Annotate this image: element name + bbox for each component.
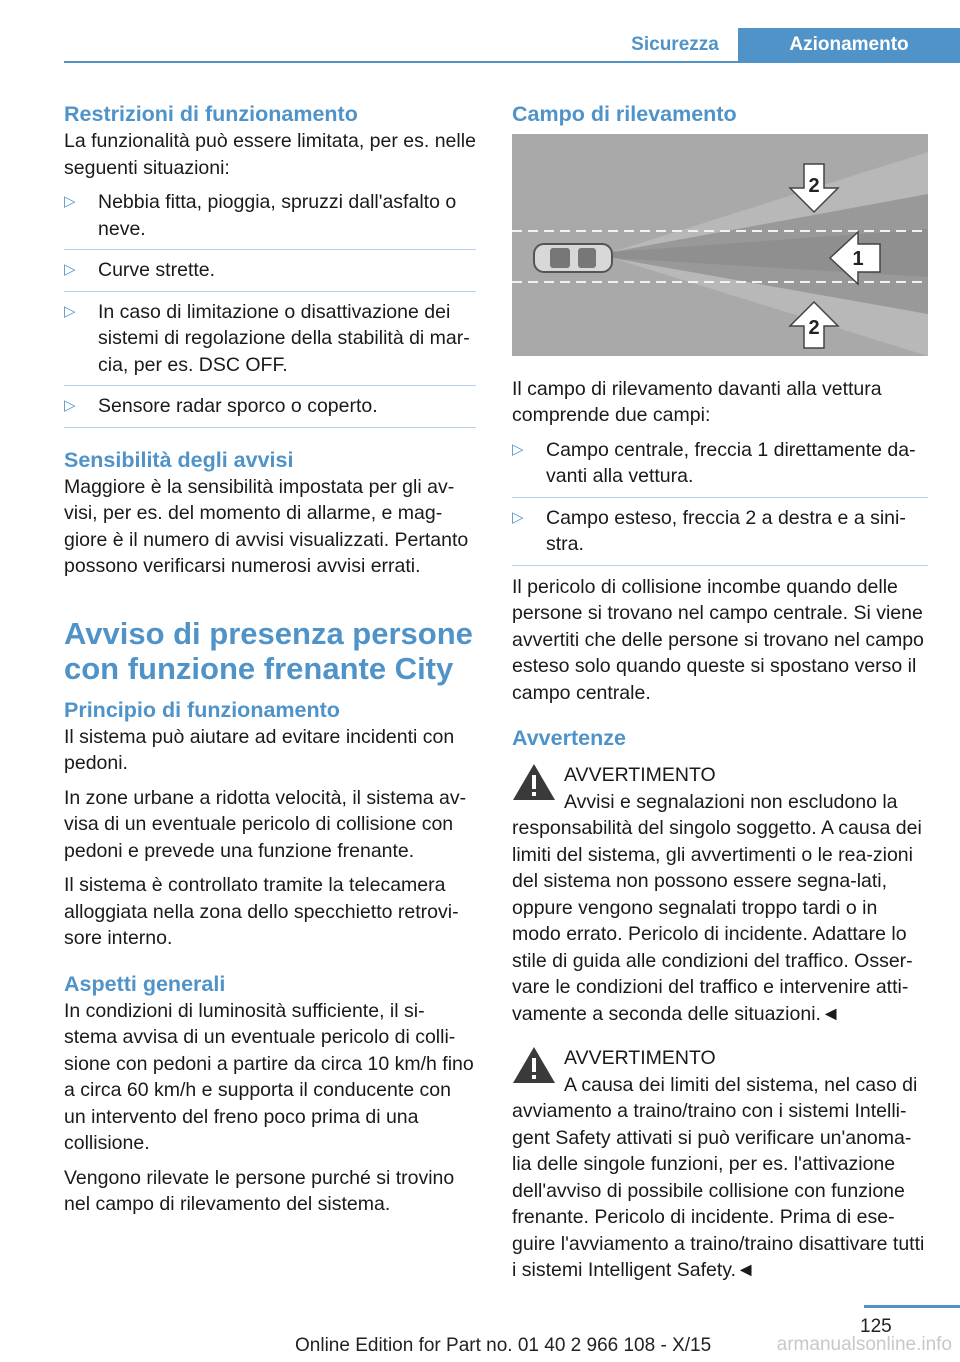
- list-item-text: Sensore radar sporco o coperto.: [98, 395, 378, 417]
- triangle-right-icon: ▷: [512, 440, 524, 458]
- list-item-text: Campo centrale, freccia 1 direttamente da-vanti alla vettura.: [546, 438, 916, 487]
- list-item: [64, 299, 476, 387]
- list-item-text: Campo esteso, freccia 2 a destra e a sini-stra.: [546, 506, 906, 555]
- list-item: [512, 437, 928, 498]
- triangle-right-icon: ▷: [64, 193, 76, 210]
- list-item: [64, 393, 476, 428]
- triangle-right-icon: ▷: [64, 302, 76, 320]
- heading-principio: Principio di funzionamento: [64, 697, 340, 722]
- paragraph-principio-2: In zone urbane a ridotta velocità, il sistema av-visa di un eventuale pericolo di collisione con pedoni e prevede una funzione frenante.: [64, 786, 467, 862]
- paragraph-sensibilita: Maggiore è la sensibilità impostata per gli av-visi, per es. del momento di allarme, e mag-giore è il numero di avvisi visualizzati. Pertanto possono verificarsi numerosi avvisi errati.: [64, 475, 469, 577]
- warning-body: responsabilità del singolo soggetto. A causa dei limiti del sistema, gli avvertimenti o le rea-zioni del sistema non possono essere segna-lati, oppure vengono segnalati troppo tardi o in modo errato. Pericolo di incidente. Adattare lo stile di guida alle condizioni del traffico. Osser-vare le condizioni del traffico e intervenire atti-vamente a seconda delle situazioni.◄: [512, 817, 922, 1025]
- paragraph-pericolo: Il pericolo di collisione incombe quando delle persone si trovano nel campo centrale. Si viene avvertiti che delle persone si trovano nel campo esteso solo quando queste si spostano verso il campo centrale.: [512, 575, 924, 704]
- triangle-right-icon: ▷: [64, 261, 76, 278]
- warning-triangle-icon: [512, 762, 556, 802]
- arrow-bottom-label: 2: [808, 317, 820, 339]
- heading-restrizioni: Restrizioni di funzionamento: [64, 102, 358, 126]
- paragraph-campo: Il campo di rilevamento davanti alla vettura comprende due campi:: [512, 377, 882, 426]
- warning-title: AVVERTIMENTO: [564, 764, 716, 786]
- warning-triangle-icon: [512, 1045, 556, 1085]
- heading-campo: Campo di rilevamento: [512, 102, 737, 126]
- header-section-label: Sicurezza: [612, 28, 738, 62]
- right-column: [512, 100, 928, 1292]
- page-number: 125: [860, 1316, 892, 1337]
- triangle-right-icon: ▷: [64, 397, 76, 414]
- warning-block: [512, 1045, 928, 1284]
- arrow-center-label: 1: [852, 248, 864, 270]
- list-item: [512, 505, 928, 566]
- paragraph-aspetti-2: Vengono rilevate le persone purché si trovino nel campo di rilevamento del sistema.: [64, 1166, 455, 1215]
- list-item-text: Curve strette.: [98, 259, 216, 281]
- warning-first-line: Avvisi e segnalazioni non escludono la: [564, 790, 898, 813]
- warning-first-line: A causa dei limiti del sistema, nel caso di: [564, 1073, 918, 1096]
- paragraph-restrizioni: La funzionalità può essere limitata, per es. nelle seguenti situazioni:: [64, 130, 476, 179]
- header-active-tab: Azionamento: [738, 28, 960, 62]
- footer-edition: Online Edition for Part no. 01 40 2 966 108 - X/15: [295, 1335, 712, 1356]
- heading-sensibilita: Sensibilità degli avvisi: [64, 447, 294, 472]
- footer-rule: [864, 1305, 960, 1308]
- restrizioni-list: [64, 189, 476, 428]
- left-column: [64, 100, 476, 1226]
- paragraph-principio-1: Il sistema può aiutare ad evitare incidenti con pedoni.: [64, 725, 455, 774]
- car-icon: [534, 244, 612, 272]
- list-item: [64, 257, 476, 292]
- list-item-text: In caso di limitazione o disattivazione dei sistemi di regolazione della stabilità di mar-cia, per es. DSC OFF.: [98, 300, 470, 376]
- heading-avviso-persone: Avviso di presenza persone con funzione frenante City: [64, 615, 473, 686]
- paragraph-principio-3: Il sistema è controllato tramite la telecamera alloggiata nella zona dello specchietto retrovi-sore interno.: [64, 874, 459, 949]
- arrow-top-label: 2: [808, 175, 820, 197]
- detection-field-figure: [512, 134, 928, 356]
- heading-avvertenze: Avvertenze: [512, 726, 626, 750]
- list-item-text: Nebbia fitta, pioggia, spruzzi dall'asfalto o neve.: [98, 191, 457, 240]
- warning-body: avviamento a traino/traino con i sistemi Intelli-gent Safety attivati si può verificare un'anoma-lia delle singole funzioni, per es. l'attivazione dell'avviso di possibile collisione con funzione frenante. Pericolo di incidente. Prima di ese-guire l'avviamento a traino/traino disattivare tutti i sistemi Intelligent Safety.◄: [512, 1100, 925, 1281]
- warning-title: AVVERTIMENTO: [564, 1047, 716, 1069]
- watermark: armanualsonline.info: [776, 1334, 952, 1355]
- paragraph-aspetti-1: In condizioni di luminosità sufficiente, il si-stema avvisa di un eventuale pericolo di colli-sione con pedoni a partire da circa 10 km/h fino a circa 60 km/h e supporta il conducente con un intervento del freno poco prima di una collisione.: [64, 999, 474, 1154]
- list-item: [64, 189, 476, 250]
- heading-aspetti: Aspetti generali: [64, 971, 226, 996]
- triangle-right-icon: ▷: [512, 508, 524, 526]
- warning-block: [512, 762, 928, 1027]
- campo-list: [512, 437, 928, 566]
- header-rule: [64, 61, 960, 63]
